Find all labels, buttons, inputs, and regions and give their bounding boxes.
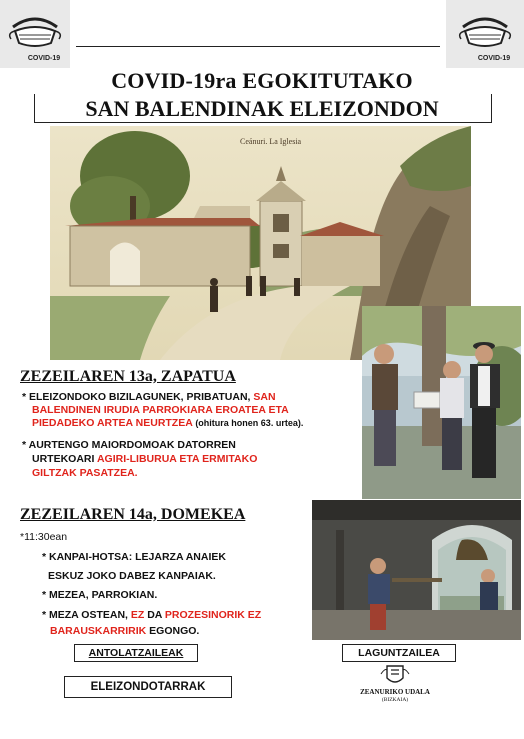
crest-icon xyxy=(375,664,415,688)
council-name: ZEANURIKO UDALA xyxy=(360,688,430,696)
day1-item1-highlight: SAN xyxy=(253,391,276,403)
day2-item2: * MEZEA, PARROKIAN. xyxy=(42,589,158,601)
face-mask-icon xyxy=(455,9,515,53)
council-region: (BIZKAIA) xyxy=(381,697,409,703)
day2-item3-text-2: DA xyxy=(144,609,165,621)
maiordomo-handover-photo xyxy=(362,306,521,499)
day1-item1-highlight-2: PIEDADEKO ARTEA NEURTZEA xyxy=(32,417,193,429)
day1-item1-line1 xyxy=(22,391,276,403)
day1-item2-highlight: AGIRI-LIBURUA ETA ERMITAKO xyxy=(96,453,258,465)
day2-item1-line2: ESKUZ JOKO DABEZ KANPAIAK. xyxy=(48,570,216,582)
logo-caption-right: COVID-19 xyxy=(477,55,511,62)
top-rule xyxy=(76,46,440,47)
page-title: COVID-19ra EGOKITUTAKO xyxy=(111,68,413,93)
organizers-name: ELEIZONDOTARRAK xyxy=(64,676,232,698)
postcard-caption: Ceánuri. La Iglesia xyxy=(240,137,302,146)
day2-item3-highlight: EZ xyxy=(130,609,145,621)
day2-item3-text-3: EGONGO. xyxy=(146,625,200,637)
day1-heading: ZEZEILAREN 13a, ZAPATUA xyxy=(20,368,236,385)
day2-item3-text: * MEZA OSTEAN, xyxy=(42,609,131,621)
day1-item2-line1: * AURTENGO MAIORDOMOAK DATORREN xyxy=(22,439,236,451)
day2-item3-highlight-2: PROZESINORIK EZ xyxy=(164,609,262,621)
logo-caption-left: COVID-19 xyxy=(27,55,61,62)
day2-time: *11:30ean xyxy=(20,531,68,543)
covid-logo-right xyxy=(446,0,524,68)
day1-item1-line2: BALENDINEN IRUDIA PARROKIARA EROATEA ETA xyxy=(32,404,289,416)
day1-item2-text: URTEKOARI xyxy=(32,453,97,465)
face-mask-icon xyxy=(5,9,65,53)
day1-item1-note: (ohitura honen 63. urtea). xyxy=(192,418,304,428)
bell-ringing-photo xyxy=(312,500,521,640)
day2-item3-line2 xyxy=(50,625,199,637)
day1-item2-line3: GILTZAK PASATZEA. xyxy=(32,467,138,479)
day2-heading: ZEZEILAREN 14a, DOMEKEA xyxy=(20,506,246,523)
organizers-label: ANTOLATZAILEAK xyxy=(74,644,198,662)
day2-item3-line1 xyxy=(42,609,261,621)
day2-item3-highlight-3: BARAUSKARRIRIK xyxy=(50,625,147,637)
page-subtitle: SAN BALENDINAK ELEIZONDON xyxy=(85,96,439,121)
covid-logo-left xyxy=(0,0,70,68)
day1-item1-text: * ELEIZONDOKO BIZILAGUNEK, PRIBATUAN, xyxy=(22,391,254,403)
day2-item1-line1: * KANPAI-HOTSA: LEJARZA ANAIEK xyxy=(42,551,226,563)
collaborator-label: LAGUNTZAILEA xyxy=(342,644,456,662)
day1-item1-line3 xyxy=(32,417,303,429)
day1-item2-line2 xyxy=(32,453,257,465)
